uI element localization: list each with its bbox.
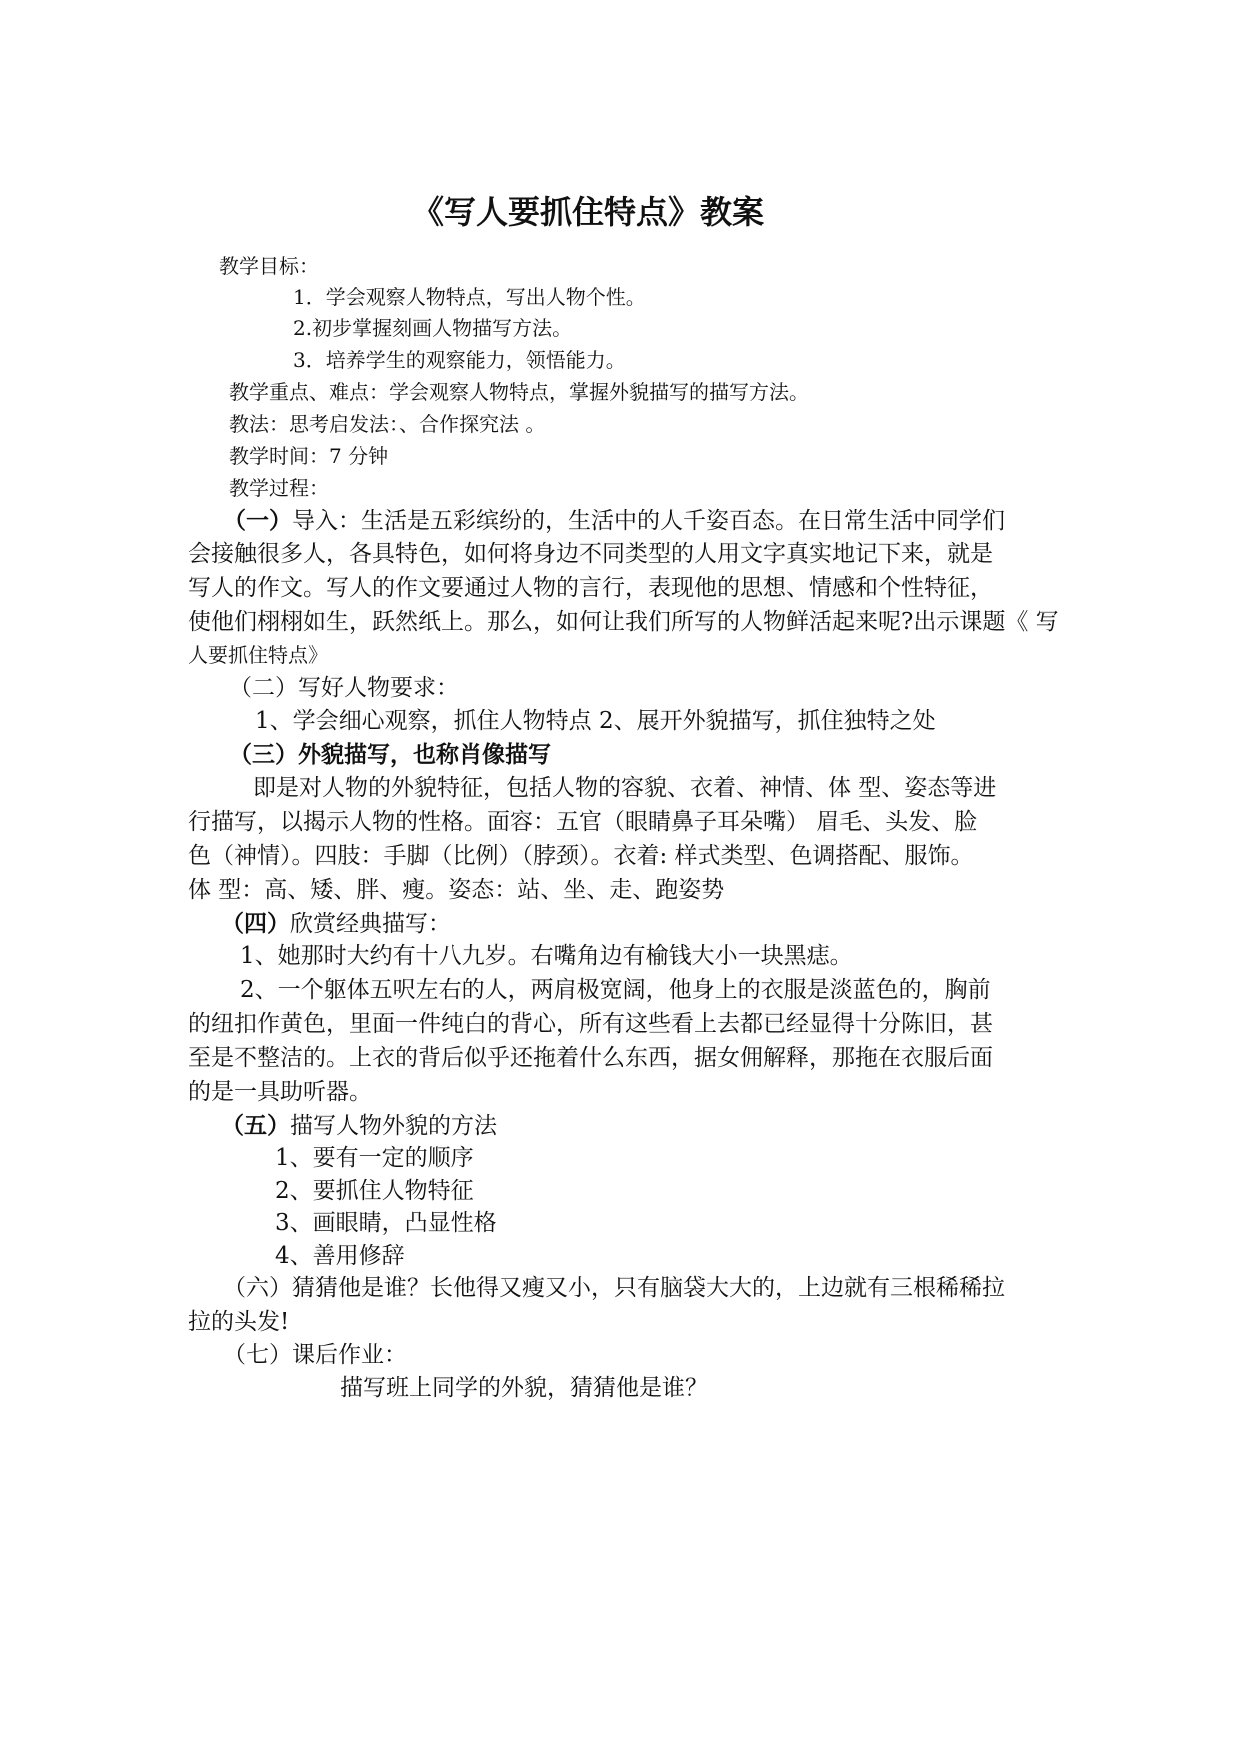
section-5-item-4: 4、善用修辞 — [275, 1243, 405, 1269]
section-4-heading: （四）欣赏经典描写： — [221, 910, 451, 937]
objective-item-3: 3．培养学生的观察能力，领悟能力。 — [293, 348, 626, 372]
teaching-method: 教法：思考启发法：、合作探究法 。 — [229, 412, 546, 436]
section-6-line-2: 拉的头发! — [188, 1309, 290, 1335]
section-5-item-1: 1、要有一定的顺序 — [275, 1145, 474, 1171]
objective-item-1: 1．学会观察人物特点，写出人物个性。 — [293, 285, 646, 309]
section-3-line-1: 即是对人物的外貌特征，包括人物的容貌、衣着、神情、体 型、姿态等进 — [253, 775, 997, 801]
key-points: 教学重点、难点：学会观察人物特点，掌握外貌描写的描写方法。 — [229, 380, 809, 404]
section-3-line-4: 体 型：高、矮、胖、瘦。姿态：站、坐、走、跑姿势 — [188, 877, 725, 903]
section-4-label: （四） — [221, 910, 290, 937]
section-4-item-1: 1、她那时大约有十八九岁。右嘴角边有榆钱大小一块黑痣。 — [240, 943, 853, 969]
section-3-heading: （三）外貌描写，也称肖像描写 — [229, 741, 551, 768]
section-7-heading: （七）课后作业： — [223, 1342, 407, 1368]
section-4-item-2-line-3: 至是不整洁的。上衣的背后似乎还拖着什么东西，据女佣解释，那拖在衣服后面 — [188, 1045, 993, 1071]
section-1-label: （一） — [223, 507, 292, 534]
section-3-line-3: 色（神情）。四肢：手脚（比例）（脖颈）。衣着: 样式类型、色调搭配、服饰。 — [188, 843, 974, 869]
section-7-line: 描写班上同学的外貌，猜猜他是谁？ — [340, 1375, 708, 1401]
section-6-line-1: （六）猜猜他是谁？长他得又瘦又小，只有脑袋大大的，上边就有三根稀稀拉 — [223, 1275, 1005, 1301]
section-1-line-4: 使他们栩栩如生，跃然纸上。那么，如何让我们所写的人物鲜活起来呢?出示课题《 写 — [188, 609, 1059, 635]
section-1-line-5: 人要抓住特点》 — [188, 643, 328, 667]
process-heading: 教学过程： — [229, 476, 329, 500]
teaching-time: 教学时间：7 分钟 — [229, 444, 389, 468]
section-2-heading: （二）写好人物要求： — [229, 675, 459, 701]
section-3-line-2: 行描写，以揭示人物的性格。面容：五官（眼睛鼻子耳朵嘴） 眉毛、头发、脸 — [188, 809, 978, 835]
objectives-heading: 教学目标： — [219, 254, 319, 278]
section-5-item-3: 3、画眼睛，凸显性格 — [275, 1210, 497, 1236]
section-5-item-2: 2、要抓住人物特征 — [275, 1178, 474, 1204]
section-1-line-2: 会接触很多人，各具特色，如何将身边不同类型的人用文字真实地记下来，就是 — [188, 541, 993, 567]
section-1-line-3: 写人的作文。写人的作文要通过人物的言行，表现他的思想、情感和个性特征， — [188, 575, 993, 601]
section-4-item-2-line-1: 2、一个躯体五呎左右的人，两肩极宽阔，他身上的衣服是淡蓝色的，胸前 — [240, 977, 991, 1003]
objective-item-2: 2.初步掌握刻画人物描写方法。 — [293, 316, 573, 340]
section-4-item-2-line-4: 的是一具助听器。 — [188, 1079, 372, 1105]
section-5-heading: （五）描写人物外貌的方法 — [221, 1112, 497, 1139]
section-2-line: 1、学会细心观察，抓住人物特点 2、展开外貌描写，抓住独特之处 — [255, 708, 936, 734]
document-title: 《写人要抓住特点》教案 — [412, 193, 765, 231]
section-1-line-1: （一）导入：生活是五彩缤纷的，生活中的人千姿百态。在日常生活中同学们 — [223, 507, 1005, 534]
section-4-item-2-line-2: 的纽扣作黄色，里面一件纯白的背心，所有这些看上去都已经显得十分陈旧，甚 — [188, 1011, 993, 1037]
section-5-label: （五） — [221, 1112, 290, 1139]
